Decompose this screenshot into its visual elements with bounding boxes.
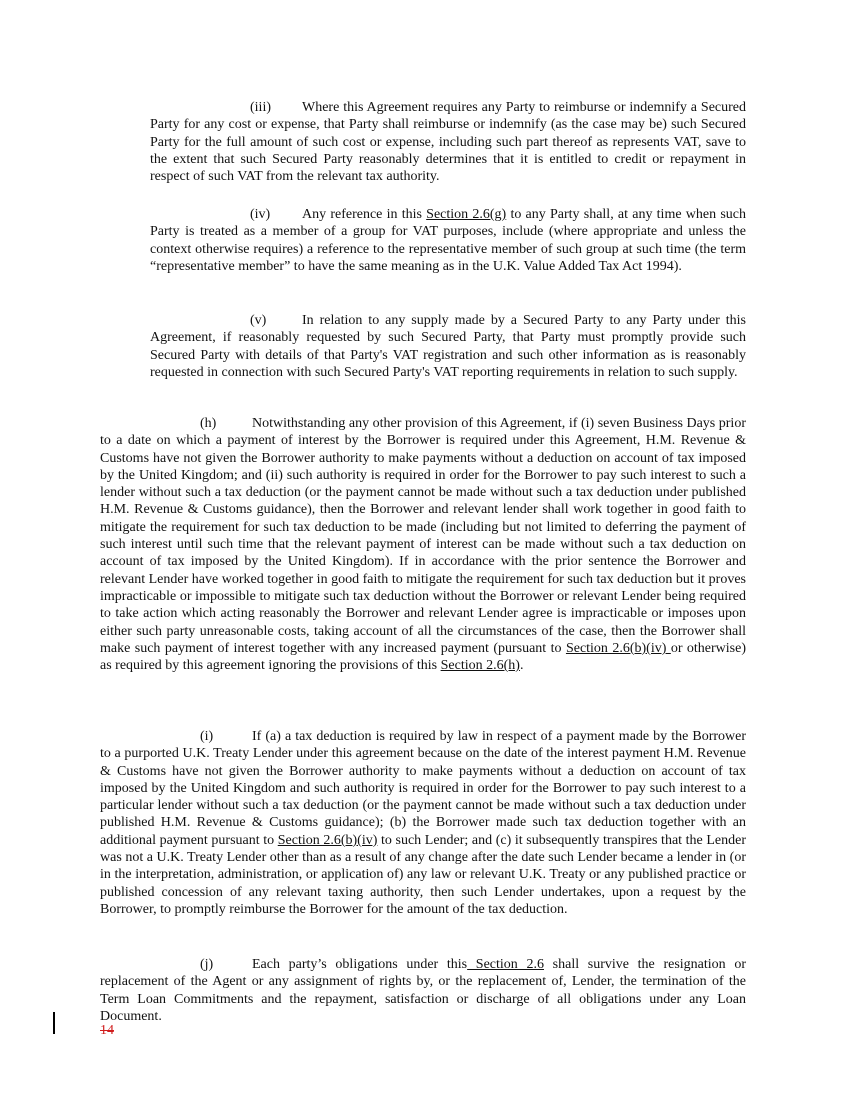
paragraph-text: In relation to any supply made by a Secured Party to any Party under this Agreement, if reasonably requested by such Secured Party, that Party must promptly provide such Secured Party with details of that Party's VAT registration and such other information as is reasonably requested in connection with such Secured Party's VAT reporting requirements in relation to such supply. bbox=[150, 313, 746, 380]
paragraph-text: Any reference in this bbox=[302, 207, 427, 222]
paragraph-h bbox=[100, 415, 746, 674]
paragraph-text: or otherwise) as required by this agreement ignoring the provisions of this bbox=[100, 640, 747, 674]
paragraph-text: Where this Agreement requires any Party to reimburse or indemnify a Secured Party for any cost or expense, that Party shall reimburse or indemnify (as the case may be) such Secured Party for the full amount of such cost or expense, including such part thereof as represents VAT, save to the extent that such Secured Party reasonably determines that it is entitled to credit or repayment in respect of such VAT from the relevant tax authority. bbox=[150, 100, 746, 185]
paragraph-label: (iv) bbox=[250, 207, 271, 222]
paragraph-iii bbox=[150, 99, 746, 185]
revision-change-bar bbox=[53, 1012, 55, 1034]
paragraph-text: If (a) a tax deduction is required by law in respect of a payment made by the Borrower to a purported U.K. Treaty Lender under this agreement because on the date of the interest payment H.M. Revenue & Customs have not given the Borrower authority to make payments without a deduction on account of tax imposed by the United Kingdom and such authority is required in order for the Borrower to pay such interest to a particular lender without such a tax deduction (or the payment cannot be made without such a tax deduction under published H.M. Revenue & Customs guidance); (b) the Borrower made such tax deduction together with an additional payment pursuant to bbox=[100, 729, 746, 848]
paragraph-text: to such Lender; and (c) it subsequently transpires that the Lender was not a U.K. Treaty Lender other than as a result of any change after the date such Lender became a lender in (or in the interpretation, administration, or application of) any law or relevant U.K. Treaty or any published practice or published concession of any relevant taxing authority, then such Lender undertakes, upon a request by the Borrower, to promptly reimburse the Borrower for the amount of the tax deduction. bbox=[100, 832, 747, 917]
paragraph-label: (i) bbox=[200, 729, 214, 744]
paragraph-i bbox=[100, 728, 746, 918]
paragraph-iv bbox=[150, 206, 746, 275]
paragraph-label: (j) bbox=[200, 957, 214, 972]
section-reference-link[interactable]: Section 2.6(g) bbox=[426, 207, 507, 222]
paragraph-v bbox=[150, 312, 746, 381]
section-reference-link[interactable]: Section 2.6(b)(iv) bbox=[565, 640, 671, 656]
paragraph-text: Notwithstanding any other provision of this Agreement, if (i) seven Business Days prior to a date on which a payment of interest by the Borrower is required under this Agreement, H.M. Revenue & Customs have not given the Borrower authority to make payments without a deduction on account of tax imposed by the United Kingdom; and (ii) such authority is required in order for the Borrower to pay such interest to such a lender without such a tax deduction (or the payment cannot be made without such a tax deduction under published H.M. Revenue & Customs guidance), then the Borrower and relevant lender shall work together in good faith to mitigate the requirement for such tax deduction to be made (including but not limited to deferring the payment of such interest until such time that the relevant payment of interest can be made without such a tax deduction on account of tax imposed by the United Kingdom). If in accordance with the prior sentence the Borrower and relevant Lender have worked together in good faith to mitigate the requirement for such tax deduction but it proves impracticable or impossible to mitigate such tax deduction without the Borrower or relevant Lender being required to take action which acting reasonably the Borrower and relevant Lender agree is impracticable or imposes upon either such party unreasonable costs, taking account of all the circumstances of the case, then the Borrower shall make such payment of interest together with any increased payment (pursuant to bbox=[100, 416, 746, 656]
page-number: 14 bbox=[100, 1023, 114, 1038]
section-reference-link[interactable]: Section 2.6(b)(iv) bbox=[277, 832, 378, 848]
paragraph-label: (h) bbox=[200, 416, 217, 431]
paragraph-text: shall survive the resignation or replacement of the Agent or any assignment of rights by, or the replacement of, Lender, the termination of the Term Loan Commitments and the repayment, satisfaction or discharge of all obligations under any Loan Document. bbox=[100, 957, 746, 1024]
paragraph-j bbox=[100, 956, 746, 1025]
section-reference-link[interactable]: Section 2.6 bbox=[467, 957, 544, 972]
paragraph-label: (v) bbox=[250, 313, 267, 328]
paragraph-label: (iii) bbox=[250, 100, 271, 115]
paragraph-text: . bbox=[519, 658, 524, 674]
paragraph-text: Each party’s obligations under this bbox=[252, 957, 468, 972]
paragraph-text: to any Party shall, at any time when such Party is treated as a member of a group for VAT purposes, include (where appropriate and unless the context otherwise requires) a reference to the representative member of such group at such time (the term “representative member” to have the same meaning as in the U.K. Value Added Tax Act 1994). bbox=[150, 207, 746, 274]
section-reference-link[interactable]: Section 2.6(h) bbox=[440, 658, 520, 674]
